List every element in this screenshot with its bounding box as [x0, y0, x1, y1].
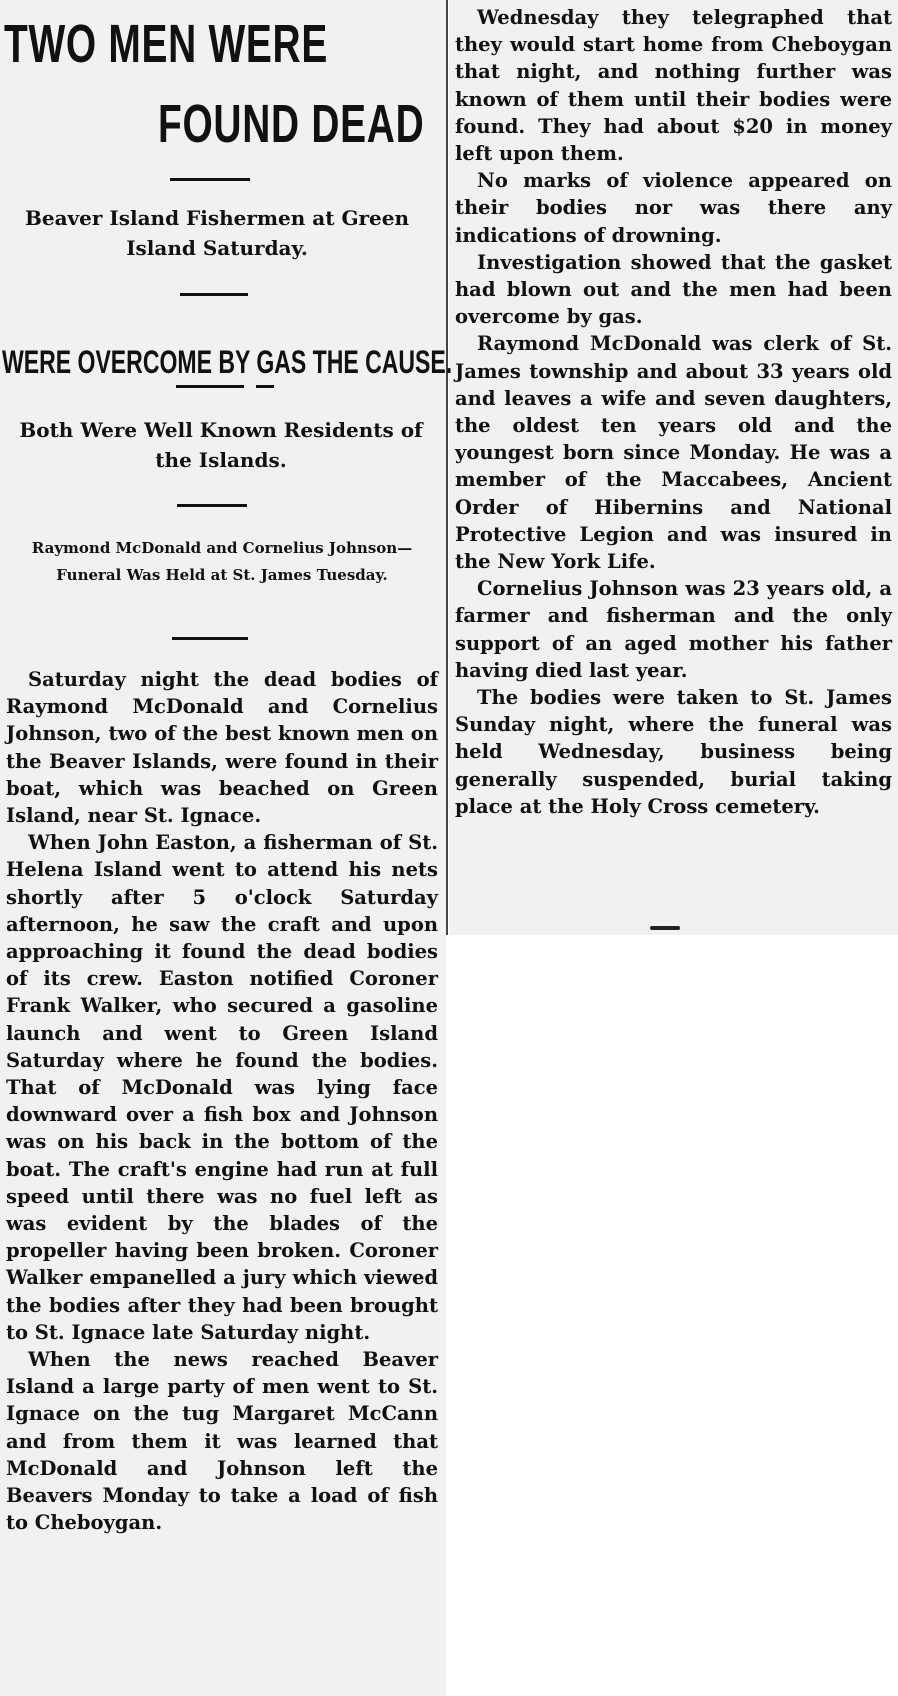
divider: [256, 385, 274, 388]
article-paragraph: Wednesday they telegraphed that they would start home from Cheboygan that night, and nothing further was known of them until their bodies were found. They had about $20 in money left upon them.: [455, 6, 892, 166]
divider: [180, 293, 248, 296]
headline-line-1: TWO MEN WERE: [4, 14, 328, 74]
article-paragraph: When the news reached Beaver Island a large party of men went to St. Ignace on the tug Margaret McCann and from them it was learned that McDonald and Johnson left the Beavers Monday to take a load of fish to Cheboygan.: [6, 1348, 438, 1535]
article-paragraph: Raymond McDonald was clerk of St. James township and about 33 years old and leaves a wife and seven daughters, the oldest ten years old and the youngest born since Monday. He was a member of the Maccabees, Ancient Order of Hibernins and National Protective Legion and was insured in the New York Life.: [455, 332, 892, 574]
article-paragraph: Investigation showed that the gasket had blown out and the men had been overcome by gas.: [455, 250, 892, 329]
headline-line-2: FOUND DEAD: [158, 94, 425, 154]
article-paragraph: No marks of violence appeared on their bodies nor was there any indications of drowning.: [455, 169, 892, 247]
article-paragraph: The bodies were taken to St. James Sunday night, where the funeral was held Wednesday, business being generally suspended, burial taking place at the Holy Cross cemetery.: [455, 686, 892, 818]
article-paragraph: Cornelius Johnson was 23 years old, a farmer and fisherman and the only support of an aged mother his father having died last year.: [455, 577, 892, 682]
article-paragraph: Saturday night the dead bodies of Raymond McDonald and Cornelius Johnson, two of the best known men on the Beaver Islands, were found in their boat, which was beached on Green Island, near St. Ignace.: [6, 668, 438, 828]
divider: [176, 385, 244, 388]
article-paragraph: When John Easton, a fisherman of St. Helena Island went to attend his nets shortly after 5 o'clock Saturday afternoon, he saw the craft and upon approaching it found the dead bodies of its crew. Easton notified Coroner Frank Walker, who secured a gasoline launch and went to Green Island Saturday where he found the bodies. That of McDonald was lying face downward over a fish box and Johnson was on his back in the bottom of the boat. The craft's engine had run at full speed until there was no fuel left as was evident by the blades of the propeller having been broken. Coroner Walker empanelled a jury which viewed the bodies after they had been brought to St. Ignace late Saturday night.: [6, 831, 438, 1344]
deck-subhead-2: WERE OVERCOME BY GAS THE CAUSE.: [2, 344, 453, 380]
divider: [170, 178, 250, 181]
deck-subhead-1: Beaver Island Fishermen at Green Island Saturday.: [24, 206, 410, 260]
deck-subhead-3: Both Were Well Known Residents of the Islands.: [19, 418, 423, 472]
left-article-body: [6, 666, 438, 1537]
deck-subhead-4: Raymond McDonald and Cornelius Johnson— Funeral Was Held at St. James Tuesday.: [31, 539, 413, 584]
divider: [172, 637, 248, 640]
right-article-body: [455, 4, 892, 820]
end-mark: [650, 926, 680, 930]
divider: [177, 504, 247, 507]
column-rule: [446, 0, 448, 935]
